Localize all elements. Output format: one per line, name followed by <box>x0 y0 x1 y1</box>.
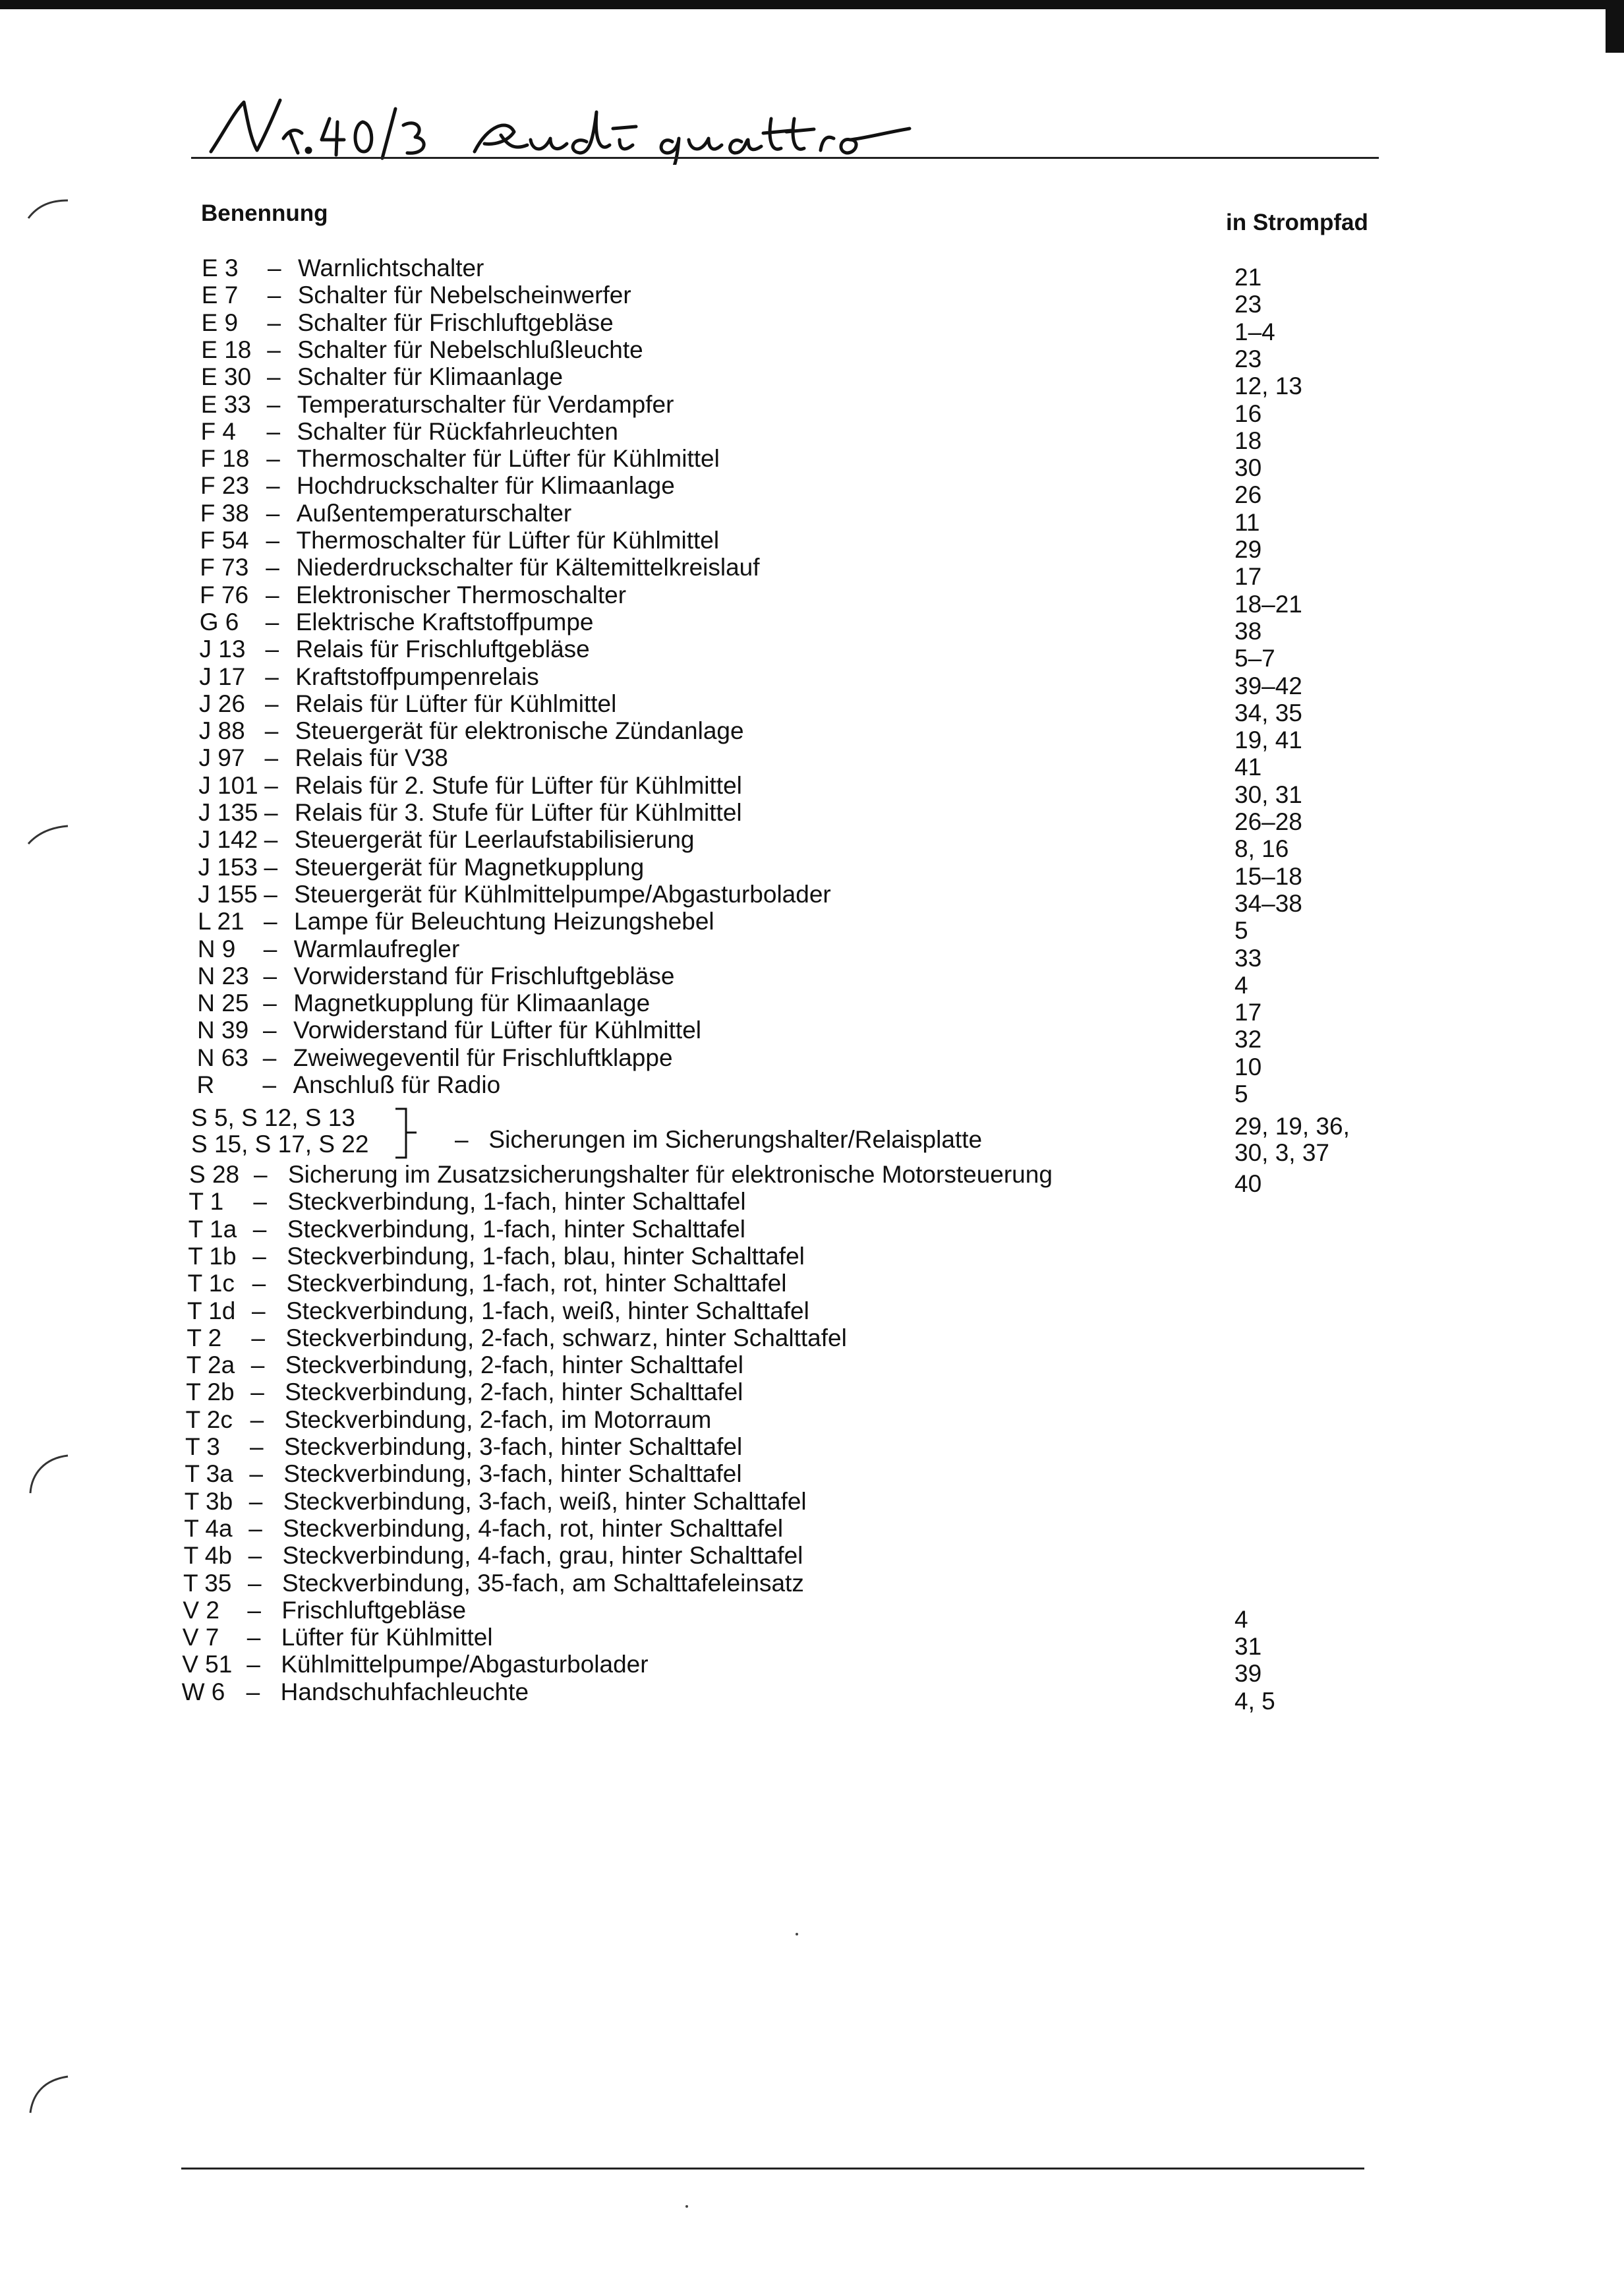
component-code: T 35 <box>183 1569 232 1597</box>
circuit-path: 38 <box>1234 617 1262 645</box>
circuit-path: 34–38 <box>1234 889 1302 917</box>
separator-dash: – <box>267 309 281 336</box>
circuit-path: 31 <box>1234 1633 1262 1661</box>
component-description: Schalter für Klimaanlage <box>297 363 564 391</box>
component-description: Steckverbindung, 2-fach, hinter Schalttafel <box>285 1378 743 1406</box>
separator-dash: – <box>250 1405 264 1433</box>
separator-dash: – <box>246 1651 260 1678</box>
scan-edge-corner <box>1606 0 1624 53</box>
separator-dash: – <box>250 1351 265 1379</box>
component-code: T 4b <box>183 1542 232 1570</box>
component-code: N 9 <box>197 935 236 962</box>
scan-speck <box>685 2205 688 2208</box>
component-code: J 17 <box>199 663 246 690</box>
circuit-path: 12, 13 <box>1234 372 1302 400</box>
handwritten-title <box>198 92 929 165</box>
separator-dash: – <box>264 853 278 881</box>
separator-dash: – <box>252 1297 266 1324</box>
component-description: Steckverbindung, 4-fach, rot, hinter Schalttafel <box>283 1514 784 1542</box>
component-description: Steckverbindung, 3-fach, hinter Schalttafel <box>284 1433 743 1460</box>
circuit-path: 39–42 <box>1234 672 1302 699</box>
component-code: R <box>196 1071 215 1098</box>
title-underline <box>191 157 1379 159</box>
separator-dash: – <box>263 962 277 989</box>
component-description: Frischluftgebläse <box>281 1596 467 1624</box>
component-code: T 1b <box>188 1242 237 1270</box>
circuit-path: 19, 41 <box>1234 726 1302 754</box>
component-description: Relais für 3. Stufe für Lüfter für Kühlmittel <box>295 799 742 826</box>
circuit-path: 33 <box>1234 944 1262 972</box>
separator-dash: – <box>252 1242 266 1270</box>
designation-header: Benennung <box>201 200 328 226</box>
component-code: J 155 <box>198 880 258 908</box>
circuit-path: 18–21 <box>1234 590 1302 618</box>
separator-dash: – <box>248 1542 262 1570</box>
component-description: Steckverbindung, 1-fach, blau, hinter Schalttafel <box>287 1242 805 1270</box>
component-description: Außentemperaturschalter <box>296 499 572 527</box>
separator-dash: – <box>264 771 278 799</box>
component-description: Steuergerät für Leerlaufstabilisierung <box>294 826 695 854</box>
separator-dash: – <box>266 499 280 527</box>
margin-mark <box>25 1450 71 1496</box>
component-code: E 3 <box>202 254 239 281</box>
separator-dash: – <box>265 635 279 663</box>
margin-mark <box>25 2070 71 2116</box>
separator-dash: – <box>246 1678 260 1705</box>
component-description: Zweiwegeventil für Frischluftklappe <box>293 1044 673 1071</box>
component-description: Hochdruckschalter für Klimaanlage <box>297 472 675 500</box>
component-description: Vorwiderstand für Lüfter für Kühlmittel <box>293 1017 702 1044</box>
component-code: J 13 <box>199 635 246 663</box>
component-description: Lüfter für Kühlmittel <box>281 1624 493 1651</box>
component-description: Niederdruckschalter für Kältemittelkreislauf <box>296 554 760 581</box>
component-description: Handschuhfachleuchte <box>280 1678 529 1705</box>
component-code: F 18 <box>200 445 250 473</box>
separator-dash: – <box>264 880 277 908</box>
component-code: F 23 <box>200 472 250 500</box>
separator-dash: – <box>266 554 279 581</box>
separator-dash: – <box>248 1487 263 1515</box>
component-description: Sicherung im Zusatzsicherungshalter für elektronische Motorsteuerung <box>288 1161 1053 1188</box>
separator-dash: – <box>268 254 281 281</box>
separator-dash: – <box>267 281 281 309</box>
component-description: Steckverbindung, 3-fach, hinter Schalttafel <box>283 1460 742 1488</box>
separator-dash: – <box>262 1044 277 1071</box>
circuit-path: 23 <box>1234 291 1262 318</box>
component-description: Relais für Lüfter für Kühlmittel <box>295 690 617 717</box>
separator-dash: – <box>249 1460 263 1488</box>
separator-dash: – <box>265 663 279 690</box>
separator-dash: – <box>262 1071 277 1098</box>
circuit-path: 4 <box>1234 971 1248 999</box>
component-code: N 39 <box>197 1017 249 1044</box>
bracket-icon <box>394 1106 420 1160</box>
separator-dash: – <box>264 826 278 854</box>
component-description: Thermoschalter für Lüfter für Kühlmittel <box>297 445 720 473</box>
circuit-path: 15–18 <box>1234 862 1302 890</box>
separator-dash: – <box>267 336 281 363</box>
component-description: Vorwiderstand für Frischluftgebläse <box>293 962 675 989</box>
component-code: J 101 <box>198 771 258 799</box>
separator-dash: – <box>264 799 278 826</box>
component-code: J 142 <box>198 826 258 854</box>
circuit-path: 40 <box>1234 1170 1262 1197</box>
separator-dash: – <box>250 1433 264 1460</box>
component-code: N 63 <box>196 1044 248 1071</box>
component-code: V 2 <box>183 1596 219 1624</box>
separator-dash: – <box>266 445 280 473</box>
component-description: Anschluß für Radio <box>293 1071 501 1098</box>
component-description: Warnlichtschalter <box>298 254 484 281</box>
circuit-path: 34, 35 <box>1234 699 1302 726</box>
component-description: Steckverbindung, 2-fach, im Motorraum <box>284 1405 712 1433</box>
component-code: T 1 <box>188 1188 224 1216</box>
circuit-path: 29 <box>1234 536 1262 563</box>
component-description: Thermoschalter für Lüfter für Kühlmittel <box>296 527 720 554</box>
component-code: E 7 <box>201 281 239 309</box>
separator-dash: – <box>263 989 277 1017</box>
separator-dash: – <box>265 608 279 635</box>
component-code: E 30 <box>201 363 252 391</box>
component-code: T 3b <box>184 1487 233 1515</box>
separator-dash: – <box>251 1324 265 1351</box>
circuit-path: 4, 5 <box>1234 1687 1275 1715</box>
separator-dash: – <box>266 472 280 500</box>
component-code: F 4 <box>200 417 236 445</box>
circuit-path: 39 <box>1234 1660 1262 1688</box>
component-code: F 73 <box>200 554 249 581</box>
component-code: E 9 <box>201 309 239 336</box>
component-description: Elektronischer Thermoschalter <box>296 581 627 608</box>
component-code: T 3a <box>185 1460 233 1488</box>
component-description: Lampe für Beleuchtung Heizungshebel <box>294 908 714 935</box>
circuit-header: in Strompfad <box>1226 210 1368 235</box>
circuit-path: 26–28 <box>1234 808 1302 835</box>
component-code: J 26 <box>199 690 245 717</box>
fuse-path-line1: 29, 19, 36, <box>1234 1113 1350 1140</box>
separator-dash: – <box>252 1215 267 1243</box>
component-code: W 6 <box>181 1678 225 1705</box>
component-description: Steckverbindung, 2-fach, schwarz, hinter Schalttafel <box>285 1324 847 1351</box>
circuit-path: 1–4 <box>1234 318 1275 345</box>
component-description: Schalter für Frischluftgebläse <box>297 309 614 336</box>
component-description: Temperaturschalter für Verdampfer <box>297 390 674 418</box>
fuse-path-line2: 30, 3, 37 <box>1234 1139 1330 1166</box>
component-description: Magnetkupplung für Klimaanlage <box>293 989 651 1017</box>
circuit-path: 41 <box>1234 753 1262 781</box>
separator-dash: – <box>248 1569 262 1597</box>
component-code: J 97 <box>198 744 245 772</box>
circuit-path: 17 <box>1234 563 1262 591</box>
component-code: T 1a <box>188 1215 237 1243</box>
component-description: Steckverbindung, 3-fach, weiß, hinter Schalttafel <box>283 1487 807 1515</box>
component-code: N 25 <box>197 989 249 1017</box>
component-description: Steckverbindung, 1-fach, hinter Schalttafel <box>287 1215 745 1243</box>
circuit-path: 10 <box>1234 1053 1262 1080</box>
component-code: T 1c <box>187 1270 235 1297</box>
separator-dash: – <box>266 527 280 554</box>
separator-dash: – <box>250 1378 264 1406</box>
separator-dash: – <box>263 1017 277 1044</box>
component-description: Steckverbindung, 2-fach, hinter Schalttafel <box>285 1351 743 1379</box>
margin-mark <box>25 821 71 847</box>
separator-dash: – <box>264 908 277 935</box>
component-code: J 135 <box>198 799 258 826</box>
component-code: T 3 <box>185 1433 220 1460</box>
component-description: Relais für 2. Stufe für Lüfter für Kühlmittel <box>295 771 742 799</box>
separator-dash: – <box>253 1188 267 1216</box>
circuit-path: 5–7 <box>1234 645 1275 672</box>
separator-dash: – <box>254 1161 268 1188</box>
circuit-path: 5 <box>1234 1080 1248 1107</box>
component-code: F 76 <box>200 581 249 608</box>
scan-speck <box>796 1933 798 1935</box>
component-code: E 33 <box>200 390 251 418</box>
circuit-path: 16 <box>1234 399 1262 427</box>
scan-edge-top <box>0 0 1624 9</box>
circuit-path: 21 <box>1234 264 1262 291</box>
separator-dash: – <box>266 390 281 418</box>
separator-dash: – <box>266 417 281 445</box>
separator-dash: – <box>248 1514 262 1542</box>
circuit-path: 4 <box>1234 1605 1248 1633</box>
component-description: Elektrische Kraftstoffpumpe <box>295 608 594 635</box>
separator-dash: – <box>267 363 281 391</box>
component-description: Steckverbindung, 1-fach, weiß, hinter Schalttafel <box>286 1297 809 1324</box>
component-description: Steckverbindung, 4-fach, grau, hinter Schalttafel <box>282 1542 803 1570</box>
component-code: T 2c <box>185 1405 233 1433</box>
component-description: Warmlaufregler <box>293 935 460 962</box>
component-code: T 1d <box>187 1297 236 1324</box>
component-code: T 2a <box>186 1351 235 1379</box>
separator-dash: – <box>246 1624 261 1651</box>
component-code: F 38 <box>200 499 249 527</box>
component-code: V 51 <box>182 1651 233 1678</box>
component-description: Relais für V38 <box>295 744 448 772</box>
component-code: V 7 <box>182 1624 219 1651</box>
component-description: Steuergerät für Kühlmittelpumpe/Abgasturbolader <box>294 880 831 908</box>
circuit-path: 23 <box>1234 345 1262 372</box>
component-code: J 153 <box>198 853 258 881</box>
circuit-path: 5 <box>1234 917 1248 945</box>
circuit-path: 30, 31 <box>1234 781 1302 808</box>
circuit-path: 11 <box>1234 508 1260 536</box>
component-code: L 21 <box>198 908 245 935</box>
component-description: Steckverbindung, 35-fach, am Schalttafeleinsatz <box>282 1569 804 1597</box>
margin-mark <box>25 195 71 221</box>
component-description: Steuergerät für Magnetkupplung <box>294 853 645 881</box>
component-description: Relais für Frischluftgebläse <box>295 635 590 663</box>
separator-dash: – <box>252 1270 266 1297</box>
component-description: Schalter für Nebelscheinwerfer <box>297 281 631 309</box>
component-code: E 18 <box>201 336 252 363</box>
component-code: S 28 <box>189 1161 240 1188</box>
separator-dash: – <box>263 935 277 962</box>
component-code: J 88 <box>198 717 245 745</box>
circuit-path: 8, 16 <box>1234 835 1289 863</box>
separator-dash: – <box>264 744 279 772</box>
component-description: Schalter für Nebelschlußleuchte <box>297 336 643 363</box>
component-code: F 54 <box>200 527 249 554</box>
circuit-path: 26 <box>1234 481 1262 509</box>
component-description: Kühlmittelpumpe/Abgasturbolader <box>281 1651 649 1678</box>
separator-dash: – <box>247 1596 261 1624</box>
component-description: Steuergerät für elektronische Zündanlage <box>295 717 744 745</box>
component-code: T 4a <box>184 1514 233 1542</box>
component-code: G 6 <box>199 608 239 635</box>
component-description: Kraftstoffpumpenrelais <box>295 663 539 690</box>
circuit-path: 17 <box>1234 999 1262 1026</box>
component-description: Schalter für Rückfahrleuchten <box>297 417 618 445</box>
component-description: Steckverbindung, 1-fach, rot, hinter Schalttafel <box>286 1270 787 1297</box>
circuit-path: 32 <box>1234 1026 1262 1053</box>
separator-dash: – <box>265 690 279 717</box>
separator-dash: – <box>266 581 279 608</box>
component-code: T 2b <box>186 1378 235 1406</box>
bottom-rule <box>181 2168 1364 2170</box>
component-description: Steckverbindung, 1-fach, hinter Schalttafel <box>287 1188 746 1216</box>
circuit-path: 18 <box>1234 427 1262 454</box>
circuit-path: 30 <box>1234 454 1262 482</box>
component-code: T 2 <box>187 1324 222 1351</box>
component-code: N 23 <box>197 962 249 989</box>
separator-dash: – <box>264 717 279 745</box>
